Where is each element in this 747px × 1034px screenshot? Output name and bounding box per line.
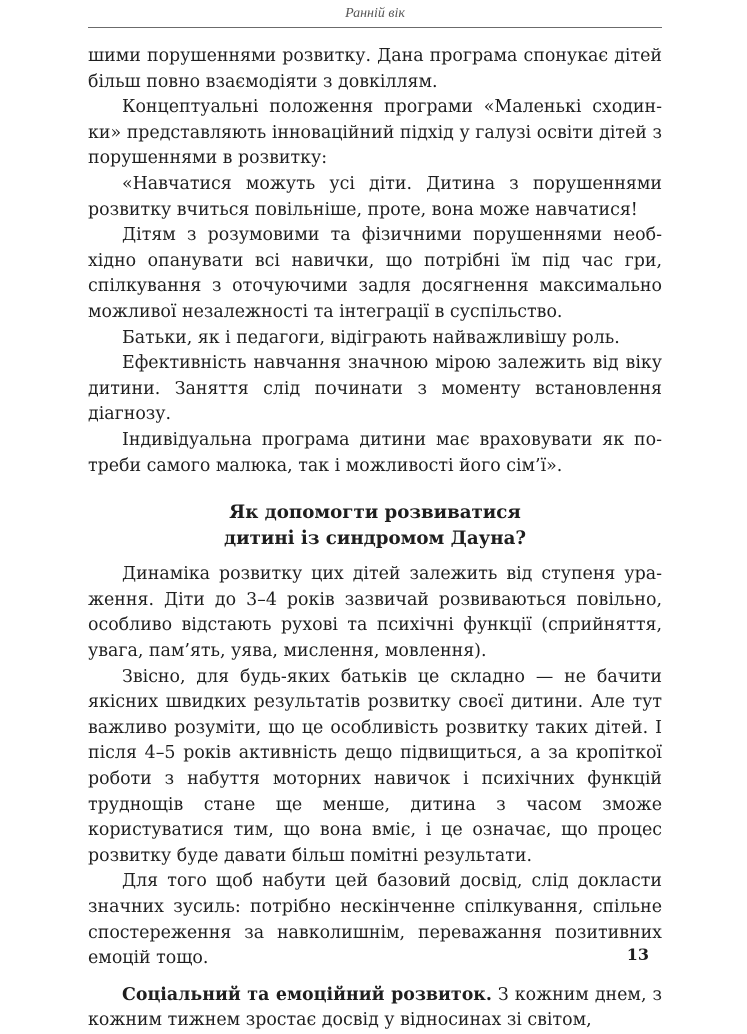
quote-paragraph: Дітям з розумовими та фізичними порушеннями необхідно опанувати всі навички, що потрібні їм під час гри, спілкування з оточуючими задля досягнення максимально можливої незалежності та інтеграції в суспільство. — [88, 225, 662, 322]
quote-paragraph: «Навчатися можуть усі діти. Дитина з порушеннями розвитку вчиться повільніше, проте, вона може навчатися! — [88, 173, 662, 220]
paragraph: шими порушеннями розвитку. Дана програма спонукає дітей більш повно взаємодіяти з довкіллям. — [88, 46, 662, 92]
body-text — [88, 44, 662, 1034]
running-head-title: Ранній вік — [345, 6, 405, 21]
quote-paragraph: Індивідуальна програма дитини має враховувати як потреби самого малюка, так і можливості його сім’ї». — [88, 429, 662, 476]
section-heading — [88, 500, 662, 551]
paragraph-lead-in: Соціальний та емоційний розвиток. — [122, 984, 492, 1005]
paragraph — [88, 983, 662, 1034]
section-heading-line: Як допомогти розвиватися — [229, 502, 521, 524]
paragraph-text: З кожним днем, з кожним тижнем зростає досвід у відносинах зі світом, — [88, 984, 662, 1031]
paragraph: Концептуальні положення програми «Маленькі сходинки» представляють інноваційний підхід у галузі освіти дітей з порушеннями в розвитку: — [88, 97, 662, 169]
quote-paragraph: Ефективність навчання значною мірою залежить від віку дитини. Заняття слід починати з моменту встановлення діагнозу. — [88, 353, 662, 425]
paragraph: Для того щоб набути цей базовий досвід, слід докласти значних зусиль: потрібно нескінченне спілкування, спільне спостереження за навколишнім, переважання позитивних емоцій тощо. — [88, 871, 662, 969]
quote-paragraph: Батьки, як і педагоги, відіграють найважливішу роль. — [122, 327, 620, 348]
running-head — [88, 0, 662, 28]
section-heading-line: дитині із синдромом Дауна? — [223, 527, 527, 549]
page-number: 13 — [626, 945, 649, 964]
paragraph: Звісно, для будь-яких батьків це складно — не бачити якісних швидких результатів розвитку своєї дитини. Але тут важливо розуміти, що це особливість розвитку таких дітей. І після 4–5 років активність дещо підвищиться, а за кропіткої роботи з набуття моторних навичок і психічних функцій труднощів стане ще менше, дитина з часом зможе користуватися тим, що вона вміє, і це означає, що процес розвитку буде давати більш помітні результати. — [88, 666, 662, 866]
paragraph: Динаміка розвитку цих дітей залежить від ступеня ураження. Діти до 3–4 років зазвичай розвиваються повільно, особливо відстають рухові та психічні функції (сприйняття, увага, пам’ять, уява, мислення, мовлення). — [88, 564, 662, 662]
